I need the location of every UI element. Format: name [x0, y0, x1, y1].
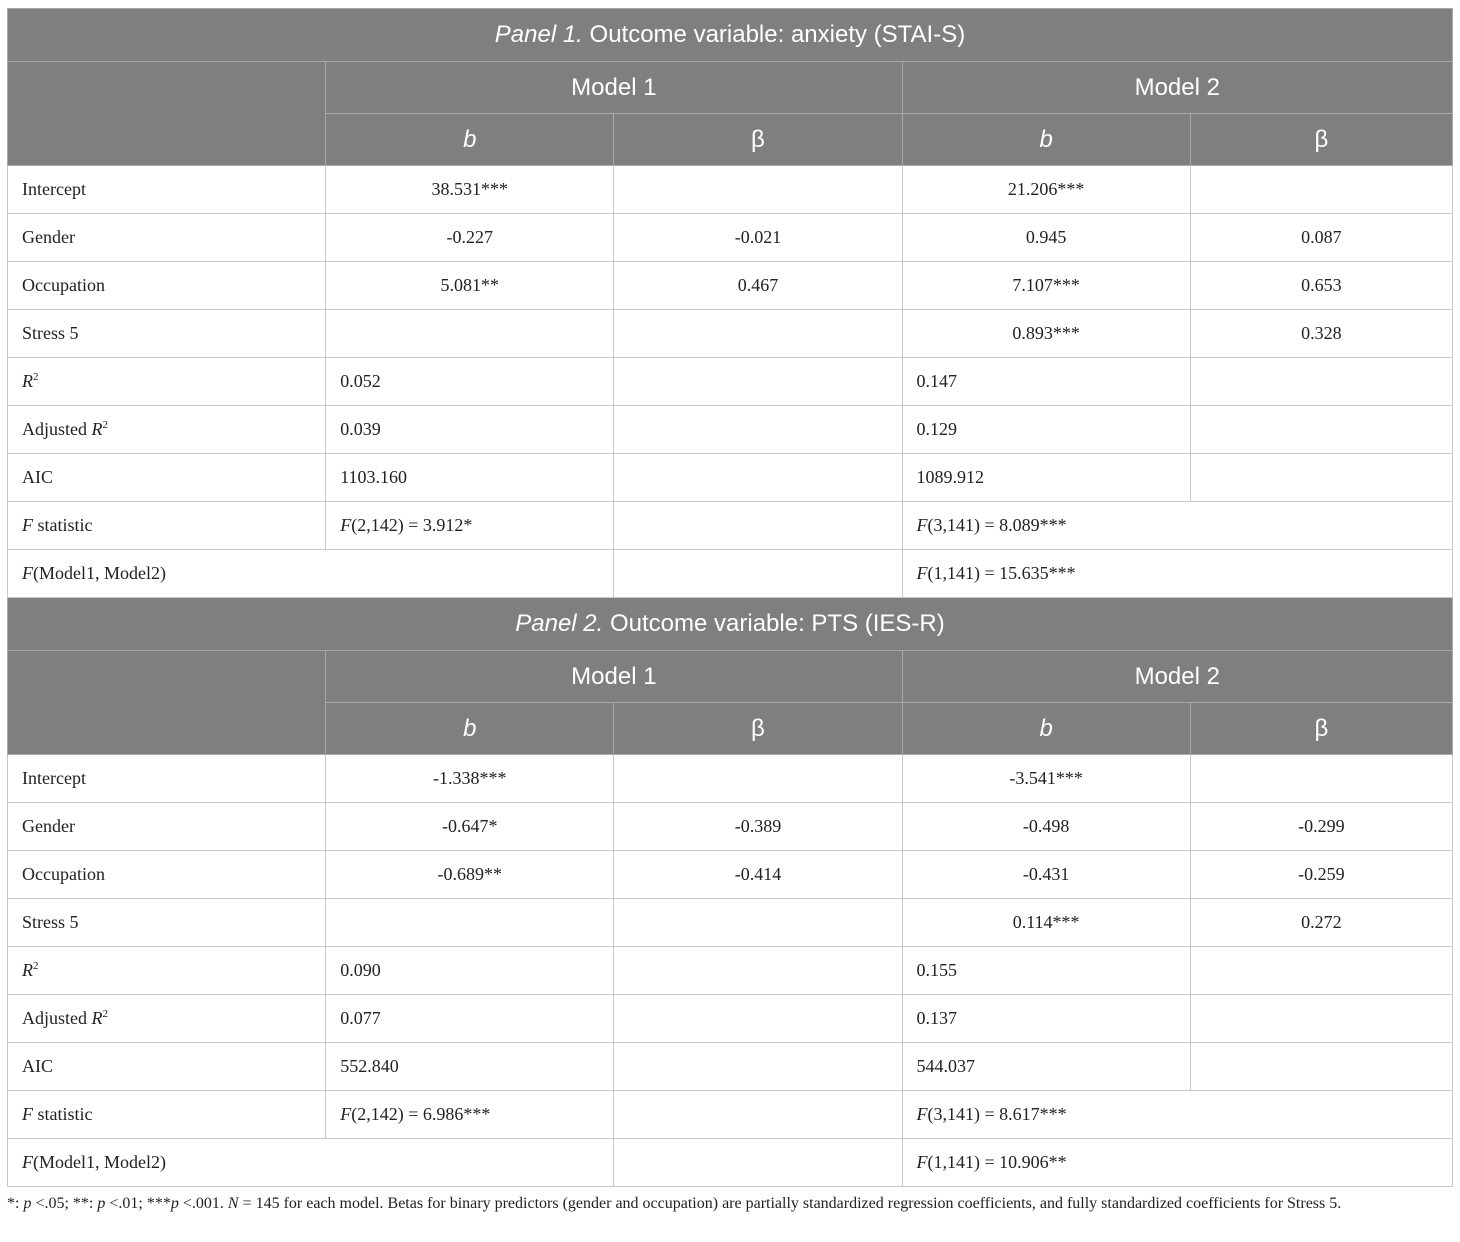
- cell-value: 552.840: [326, 1043, 614, 1091]
- table-row: [8, 454, 1453, 502]
- table-row: [8, 358, 1453, 406]
- regression-table-container: [7, 8, 1453, 1187]
- panel1-title-row: [8, 9, 1453, 62]
- table-row: [8, 803, 1453, 851]
- row-label: F statistic: [8, 502, 326, 550]
- cell-value: -0.647*: [326, 803, 614, 851]
- row-label: F(Model1, Model2): [8, 1139, 614, 1187]
- cell-value: -0.299: [1190, 803, 1452, 851]
- cell-value: -0.389: [614, 803, 902, 851]
- panel2-m1-beta-header: β: [614, 703, 902, 755]
- cell-value: -0.431: [902, 851, 1190, 899]
- panel1-model1-header: Model 1: [326, 62, 902, 114]
- row-label: Intercept: [8, 755, 326, 803]
- cell-value: 0.114***: [902, 899, 1190, 947]
- cell-empty: [614, 1091, 902, 1139]
- cell-value: [614, 166, 902, 214]
- cell-value: 0.090: [326, 947, 614, 995]
- row-label: AIC: [8, 454, 326, 502]
- cell-value: 0.077: [326, 995, 614, 1043]
- cell-empty: [614, 358, 902, 406]
- cell-value: [1190, 166, 1452, 214]
- cell-value: 0.039: [326, 406, 614, 454]
- cell-value: [614, 755, 902, 803]
- table-row: [8, 406, 1453, 454]
- cell-value: F(2,142) = 3.912*: [326, 502, 614, 550]
- cell-value: 0.272: [1190, 899, 1452, 947]
- panel1-header-blank: [8, 62, 326, 166]
- table-row: [8, 502, 1453, 550]
- panel2-model1-header: Model 1: [326, 651, 902, 703]
- cell-empty: [614, 550, 902, 598]
- row-label: Intercept: [8, 166, 326, 214]
- row-label: Gender: [8, 803, 326, 851]
- cell-empty: [614, 406, 902, 454]
- row-label: Occupation: [8, 262, 326, 310]
- row-label: F(Model1, Model2): [8, 550, 614, 598]
- panel2-m1-b-header: b: [326, 703, 614, 755]
- table-row: [8, 1091, 1453, 1139]
- cell-value: F(3,141) = 8.089***: [902, 502, 1452, 550]
- cell-value: 0.137: [902, 995, 1190, 1043]
- cell-value: 21.206***: [902, 166, 1190, 214]
- cell-value: 0.129: [902, 406, 1190, 454]
- cell-empty: [614, 1043, 902, 1091]
- panel2-model2-header: Model 2: [902, 651, 1452, 703]
- cell-value: [326, 310, 614, 358]
- cell-value: 0.467: [614, 262, 902, 310]
- table-row: [8, 1139, 1453, 1187]
- cell-value: -3.541***: [902, 755, 1190, 803]
- cell-value: -0.689**: [326, 851, 614, 899]
- table-row: [8, 310, 1453, 358]
- table-row: [8, 1043, 1453, 1091]
- cell-value: [1190, 755, 1452, 803]
- panel2-model-row: [8, 651, 1453, 703]
- cell-empty: [614, 502, 902, 550]
- table-row: [8, 550, 1453, 598]
- cell-value: [614, 899, 902, 947]
- cell-value: -0.414: [614, 851, 902, 899]
- cell-value: 1103.160: [326, 454, 614, 502]
- cell-value: F(2,142) = 6.986***: [326, 1091, 614, 1139]
- cell-empty: [614, 947, 902, 995]
- cell-value: F(3,141) = 8.617***: [902, 1091, 1452, 1139]
- cell-empty: [1190, 454, 1452, 502]
- cell-value: 0.328: [1190, 310, 1452, 358]
- cell-value: 544.037: [902, 1043, 1190, 1091]
- row-label: F statistic: [8, 1091, 326, 1139]
- cell-value: -0.227: [326, 214, 614, 262]
- panel2-m2-b-header: b: [902, 703, 1190, 755]
- table-row: [8, 755, 1453, 803]
- cell-value: F(1,141) = 15.635***: [902, 550, 1452, 598]
- table-row: [8, 166, 1453, 214]
- cell-value: [326, 899, 614, 947]
- cell-value: -0.259: [1190, 851, 1452, 899]
- cell-value: F(1,141) = 10.906**: [902, 1139, 1452, 1187]
- regression-table: [7, 8, 1453, 1187]
- row-label: Adjusted $R^2$: [8, 406, 326, 454]
- row-label: $R^2$: [8, 358, 326, 406]
- panel1-model2-header: Model 2: [902, 62, 1452, 114]
- row-label: Gender: [8, 214, 326, 262]
- table-row: [8, 947, 1453, 995]
- row-label: Stress 5: [8, 310, 326, 358]
- row-label: Adjusted $R^2$: [8, 995, 326, 1043]
- table-row: [8, 214, 1453, 262]
- row-label: $R^2$: [8, 947, 326, 995]
- cell-empty: [1190, 995, 1452, 1043]
- cell-value: -0.021: [614, 214, 902, 262]
- cell-value: 0.087: [1190, 214, 1452, 262]
- panel1-m1-beta-header: β: [614, 114, 902, 166]
- cell-value: 0.653: [1190, 262, 1452, 310]
- cell-value: [614, 310, 902, 358]
- cell-empty: [614, 995, 902, 1043]
- panel1-m2-beta-header: β: [1190, 114, 1452, 166]
- panel1-model-row: [8, 62, 1453, 114]
- row-label: Stress 5: [8, 899, 326, 947]
- cell-value: 7.107***: [902, 262, 1190, 310]
- row-label: AIC: [8, 1043, 326, 1091]
- cell-empty: [614, 454, 902, 502]
- panel2-title: Panel 2. Outcome variable: PTS (IES-R): [8, 598, 1453, 651]
- cell-value: 38.531***: [326, 166, 614, 214]
- cell-value: 5.081**: [326, 262, 614, 310]
- table-row: [8, 899, 1453, 947]
- cell-value: -0.498: [902, 803, 1190, 851]
- cell-empty: [1190, 358, 1452, 406]
- table-row: [8, 995, 1453, 1043]
- panel1-title: Panel 1. Outcome variable: anxiety (STAI-S): [8, 9, 1453, 62]
- table-row: [8, 262, 1453, 310]
- cell-value: 0.945: [902, 214, 1190, 262]
- table-footnote: *: p <.05; **: p <.01; ***p <.001. N = 145 for each model. Betas for binary predictors (gender and occupation) are partially standardized regression coefficients, and fully standardized coefficients for Stress 5.: [7, 1195, 1342, 1212]
- cell-value: 0.155: [902, 947, 1190, 995]
- cell-value: 0.147: [902, 358, 1190, 406]
- cell-empty: [1190, 1043, 1452, 1091]
- panel2-m2-beta-header: β: [1190, 703, 1452, 755]
- cell-empty: [1190, 406, 1452, 454]
- panel2-title-row: [8, 598, 1453, 651]
- cell-empty: [1190, 947, 1452, 995]
- cell-value: 1089.912: [902, 454, 1190, 502]
- table-row: [8, 851, 1453, 899]
- cell-empty: [614, 1139, 902, 1187]
- cell-value: 0.893***: [902, 310, 1190, 358]
- panel2-header-blank: [8, 651, 326, 755]
- cell-value: -1.338***: [326, 755, 614, 803]
- row-label: Occupation: [8, 851, 326, 899]
- panel1-m2-b-header: b: [902, 114, 1190, 166]
- panel1-m1-b-header: b: [326, 114, 614, 166]
- cell-value: 0.052: [326, 358, 614, 406]
